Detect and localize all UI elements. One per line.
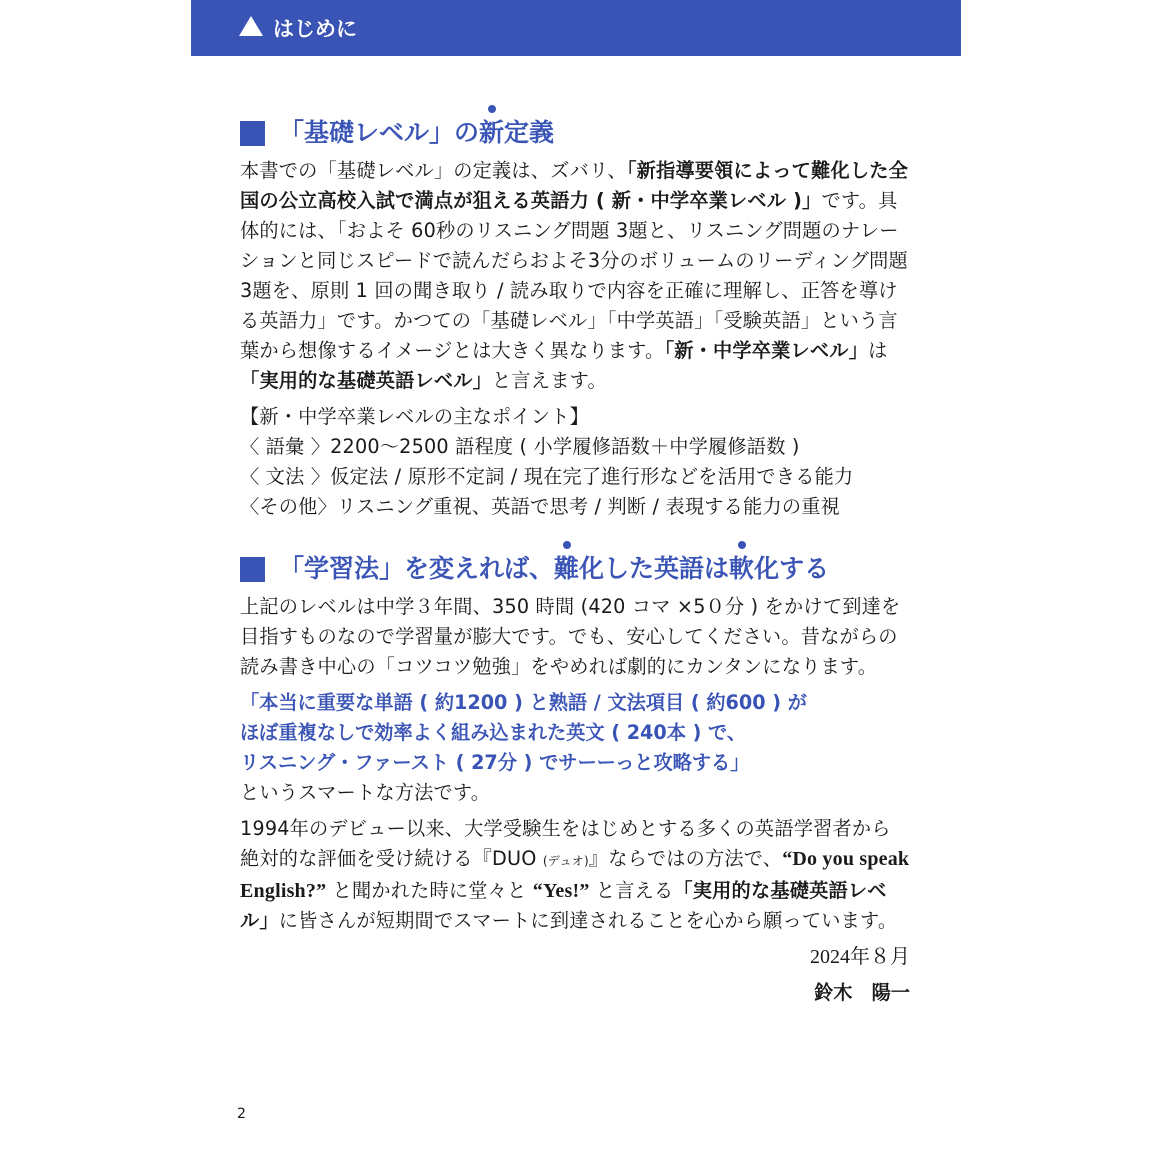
page-number: 2 — [237, 1106, 246, 1122]
bold-phrase: 「実用的な基礎英語レベル」 — [240, 369, 493, 392]
text-run: は — [868, 339, 888, 362]
triangle-icon — [239, 16, 263, 36]
emphasis-char: 難 — [554, 546, 579, 592]
heading-text-c: 化する — [754, 554, 830, 583]
bold-phrase: 「新指導要領によって難化した全国の公立高校入試で満点が狙える英語力 ( 新・中学卒業レベル )」 — [240, 159, 909, 212]
point-grammar: 〈 文法 〉仮定法 / 原形不定詞 / 現在完了進行形などを活用できる能力 — [240, 465, 854, 488]
text-run: です。具体的には、「およそ 60秒のリスニング問題 3題と、リスニング問題のナレーションと同じスピードで読んだらおよそ3分のボリュームのリーディング問題 3題を、原則 1 回の聞き取り / 読み取りで内容を正確に理解し、正答を導ける英語力」です。かつての「基礎レベル」「中学英語」「受験英語」という言葉から想像するイメージとは大きく異なります。 — [240, 189, 908, 362]
text-run: 本書での「基礎レベル」の定義は、ズバリ、 — [240, 159, 627, 182]
after-quote-text: というスマートな方法です。 — [240, 781, 491, 804]
method-quote-line: リスニング・ファースト ( 27分 ) でサーーっと攻略する」 — [240, 751, 750, 774]
point-other: 〈その他〉リスニング重視、英語で思考 / 判断 / 表現する能力の重視 — [240, 495, 840, 518]
method-quote-line: ほぼ重複なしで効率よく組み込まれた英文 ( 240本 ) で、 — [240, 721, 747, 744]
closing-paragraph: 1994年のデビュー以来、大学受験生をはじめとする多くの英語学習者から絶対的な評価を受け続ける『DUO (デュオ)』ならではの方法で、“Do you speak English?” と聞かれた時に堂々と “Yes!” と言える「実用的な基礎英語レベル」に皆さんが短期間でスマートに到達されることを心から願っています。 — [240, 817, 910, 932]
point-vocab: 〈 語彙 〉2200〜2500 語程度 ( 小学履修語数＋中学履修語数 ) — [240, 435, 800, 458]
square-bullet-icon — [240, 121, 265, 146]
date: 2024年８月 — [810, 946, 910, 968]
square-bullet-icon — [240, 557, 265, 582]
chapter-header-bar — [191, 0, 961, 56]
heading-text-a: 「学習法」を変えれば、 — [279, 554, 555, 583]
level-paragraph: 上記のレベルは中学３年間、350 時間 (420 コマ ×5０分 ) をかけて到達を目指すものなので学習量が膨大です。でも、安心してください。昔ながらの読み書き中心の「コツコツ勉強」をやめれば劇的にカンタンになります。 — [240, 595, 901, 678]
author-name: 鈴木 陽一 — [814, 981, 910, 1004]
emphasis-char: 軟 — [729, 546, 754, 592]
chapter-title: はじめに — [273, 17, 357, 41]
heading-text-b: 化した英語は — [579, 554, 730, 583]
emphasis-dot-icon — [488, 105, 496, 113]
bold-phrase: 「新・中学卒業レベル」 — [664, 339, 869, 362]
section-heading-learning-method — [240, 546, 910, 592]
emphasis-dot-icon — [738, 541, 746, 549]
page-content — [240, 110, 910, 1012]
emphasis-dot-icon — [563, 541, 571, 549]
definition-paragraph — [240, 156, 910, 396]
method-quote-line: 「本当に重要な単語 ( 約1200 ) と熟語 / 文法項目 ( 約600 ) が — [240, 691, 807, 714]
section-heading-basic-level — [240, 110, 910, 156]
heading-text-a: 「基礎レベル」の — [279, 118, 480, 147]
text-run: と言えます。 — [492, 369, 607, 392]
heading-text-b: 定義 — [504, 118, 555, 147]
points-title: 【新・中学卒業レベルの主なポイント】 — [240, 405, 589, 428]
emphasis-char: 新 — [479, 110, 504, 156]
